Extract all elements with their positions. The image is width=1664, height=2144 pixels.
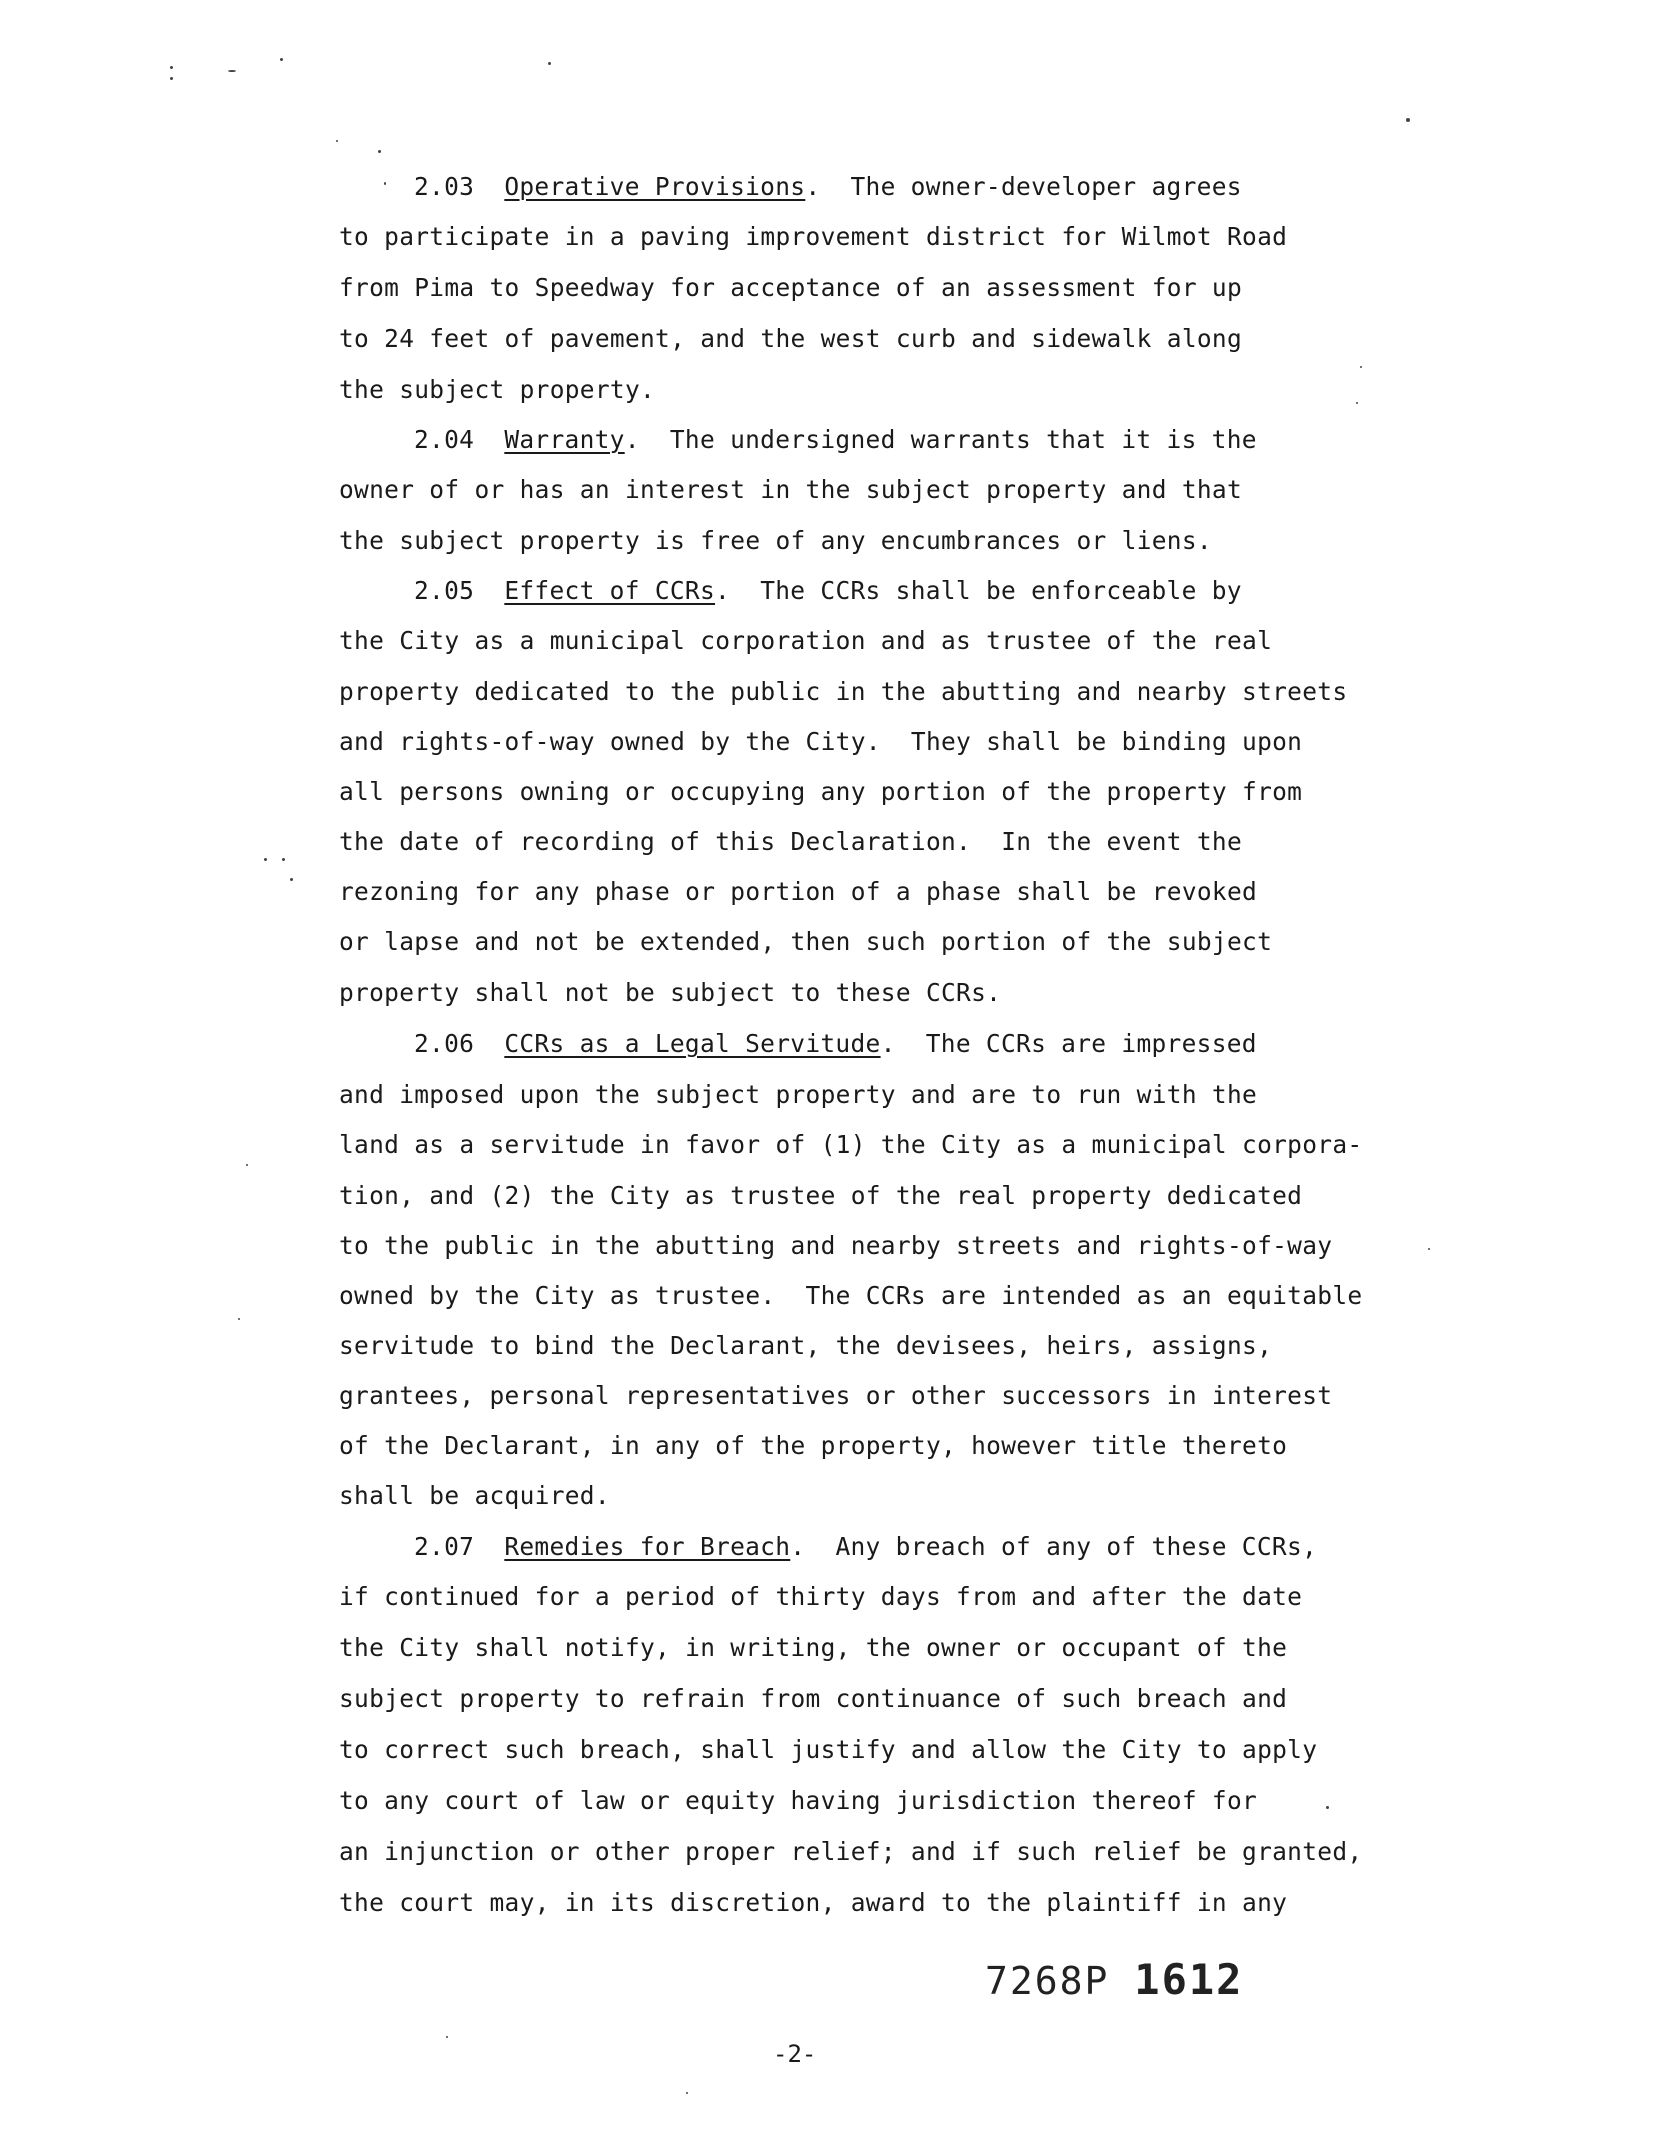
body-line: shall be acquired. — [339, 1481, 610, 1510]
body-line: the City shall notify, in writing, the owner or occupant of the — [339, 1633, 1288, 1662]
scan-speck — [264, 858, 267, 861]
scan-speck — [548, 62, 551, 65]
body-line: property shall not be subject to these CCRs. — [339, 978, 1002, 1007]
section-heading: Warranty — [504, 425, 625, 454]
body-line: an injunction or other proper relief; and if such relief be granted, — [339, 1837, 1363, 1866]
scan-speck — [280, 58, 283, 61]
body-line: tion, and (2) the City as trustee of the real property dedicated — [339, 1181, 1303, 1210]
section-heading-line: 2.07 Remedies for Breach. Any breach of any of these CCRs, — [414, 1532, 1318, 1561]
scan-speck — [1428, 1248, 1430, 1250]
section-number: 2.07 — [414, 1532, 475, 1561]
section-heading-line: 2.06 CCRs as a Legal Servitude. The CCRs are impressed — [414, 1029, 1257, 1058]
body-line: the City as a municipal corporation and as trustee of the real — [339, 626, 1273, 655]
section-heading: Operative Provisions — [504, 172, 806, 201]
scan-speck — [1356, 402, 1358, 404]
stamp-book: 7268P — [985, 1959, 1110, 2003]
scan-speck — [1360, 366, 1362, 368]
scan-speck — [228, 70, 236, 72]
scan-speck — [1326, 1806, 1329, 1809]
body-line: to any court of law or equity having jurisdiction thereof for — [339, 1786, 1258, 1815]
body-line: subject property to refrain from continuance of such breach and — [339, 1684, 1288, 1713]
body-line: and imposed upon the subject property and are to run with the — [339, 1080, 1258, 1109]
body-line: of the Declarant, in any of the property, however title thereto — [339, 1431, 1288, 1460]
body-line: or lapse and not be extended, then such portion of the subject — [339, 927, 1273, 956]
body-line: the court may, in its discretion, award to the plaintiff in any — [339, 1888, 1288, 1917]
section-heading-line: 2.05 Effect of CCRs. The CCRs shall be enforceable by — [414, 576, 1242, 605]
body-line: the date of recording of this Declaration. In the event the — [339, 827, 1243, 856]
scan-speck — [238, 1318, 240, 1320]
section-number: 2.03 — [414, 172, 475, 201]
section-heading: Effect of CCRs — [504, 576, 716, 605]
page-number: -2- — [773, 2040, 817, 2068]
section-heading: Remedies for Breach — [504, 1532, 791, 1561]
scan-speck — [686, 2092, 688, 2094]
section-number: 2.05 — [414, 576, 475, 605]
body-line: to 24 feet of pavement, and the west curb and sidewalk along — [339, 324, 1243, 353]
scan-speck — [446, 2036, 448, 2038]
scan-speck — [336, 140, 338, 142]
body-line: to participate in a paving improvement district for Wilmot Road — [339, 222, 1288, 251]
scan-speck — [378, 150, 381, 153]
section-text: Any breach of any of these CCRs, — [835, 1532, 1318, 1561]
body-line: the subject property. — [339, 375, 656, 404]
body-line: servitude to bind the Declarant, the devisees, heirs, assigns, — [339, 1331, 1273, 1360]
body-line: land as a servitude in favor of (1) the City as a municipal corpora- — [339, 1130, 1363, 1159]
section-heading: CCRs as a Legal Servitude — [504, 1029, 881, 1058]
stamp-page: 1612 — [1134, 1955, 1244, 2004]
scan-speck — [170, 77, 173, 80]
section-heading-line: 2.03 Operative Provisions. The owner-developer agrees — [414, 172, 1242, 201]
section-number: 2.06 — [414, 1029, 475, 1058]
body-line: grantees, personal representatives or other successors in interest — [339, 1381, 1333, 1410]
scan-speck — [290, 878, 293, 881]
body-line: and rights-of-way owned by the City. They shall be binding upon — [339, 727, 1303, 756]
recording-stamp — [985, 1955, 1243, 2004]
scan-speck — [282, 858, 285, 861]
body-line: from Pima to Speedway for acceptance of an assessment for up — [339, 273, 1243, 302]
section-text: The CCRs are impressed — [925, 1029, 1257, 1058]
body-line: the subject property is free of any encumbrances or liens. — [339, 526, 1212, 555]
body-line: if continued for a period of thirty days from and after the date — [339, 1582, 1303, 1611]
section-text: The CCRs shall be enforceable by — [760, 576, 1242, 605]
section-text: The owner-developer agrees — [850, 172, 1242, 201]
body-line: to the public in the abutting and nearby streets and rights-of-way — [339, 1231, 1333, 1260]
body-line: rezoning for any phase or portion of a phase shall be revoked — [339, 877, 1258, 906]
scan-speck — [384, 182, 386, 185]
scan-speck — [246, 1164, 248, 1166]
body-line: owner of or has an interest in the subject property and that — [339, 475, 1243, 504]
scan-speck — [1406, 118, 1410, 122]
body-line: to correct such breach, shall justify and allow the City to apply — [339, 1735, 1318, 1764]
section-text: The undersigned warrants that it is the — [669, 425, 1257, 454]
scan-speck — [170, 66, 173, 69]
body-line: all persons owning or occupying any portion of the property from — [339, 777, 1303, 806]
section-number: 2.04 — [414, 425, 475, 454]
body-line: owned by the City as trustee. The CCRs are intended as an equitable — [339, 1281, 1363, 1310]
body-line: property dedicated to the public in the abutting and nearby streets — [339, 677, 1348, 706]
section-heading-line: 2.04 Warranty. The undersigned warrants that it is the — [414, 425, 1257, 454]
